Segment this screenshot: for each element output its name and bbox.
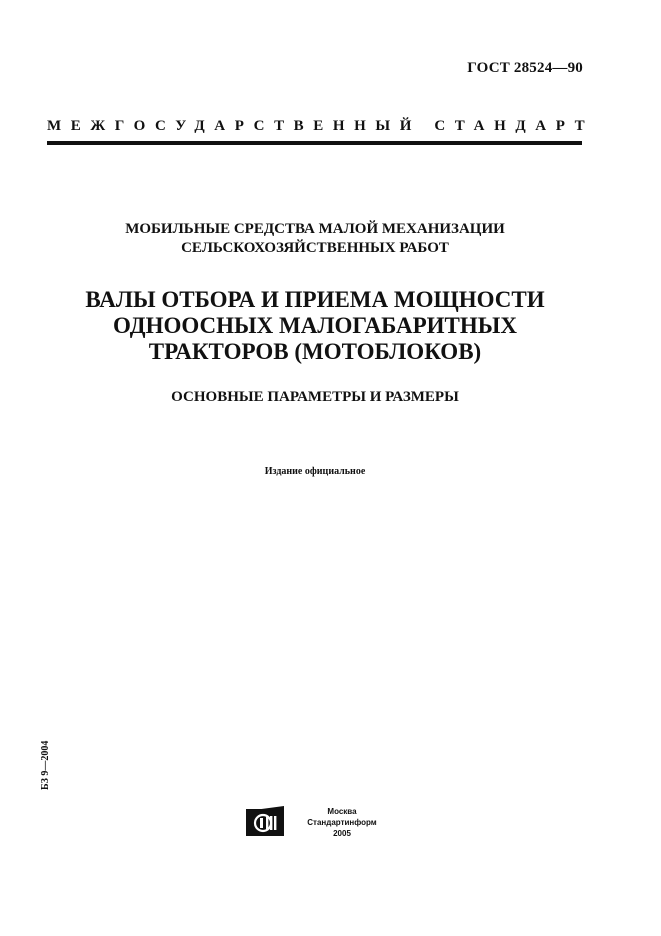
main-title [40,287,590,365]
standard-type-heading: МЕЖГОСУДАРСТВЕННЫЙ СТАНДАРТ [47,118,595,134]
publisher-imprint [294,806,390,839]
publisher-name: Стандартинформ [307,818,377,827]
publisher-year: 2005 [333,829,351,838]
header-rule [47,141,582,145]
main-title-line-3: ТРАКТОРОВ (МОТОБЛОКОВ) [148,339,482,364]
document-code: ГОСТ 28524—90 [467,60,583,76]
edition-note: Издание официальное [264,466,366,477]
standartinform-logo-icon [246,806,286,838]
main-title-line-1: ВАЛЫ ОТБОРА И ПРИЕМА МОЩНОСТИ [85,287,545,312]
series-title [50,220,580,258]
publisher-city: Москва [327,807,357,816]
series-title-line-2: СЕЛЬСКОХОЗЯЙСТВЕННЫХ РАБОТ [181,240,449,256]
subtitle: ОСНОВНЫЕ ПАРАМЕТРЫ И РАЗМЕРЫ [171,389,459,405]
series-title-line-1: МОБИЛЬНЫЕ СРЕДСТВА МАЛОЙ МЕХАНИЗАЦИИ [125,221,505,237]
main-title-line-2: ОДНООСНЫХ МАЛОГАБАРИТНЫХ [113,313,517,338]
side-catalog-code: БЗ 9—2004 [40,740,51,790]
